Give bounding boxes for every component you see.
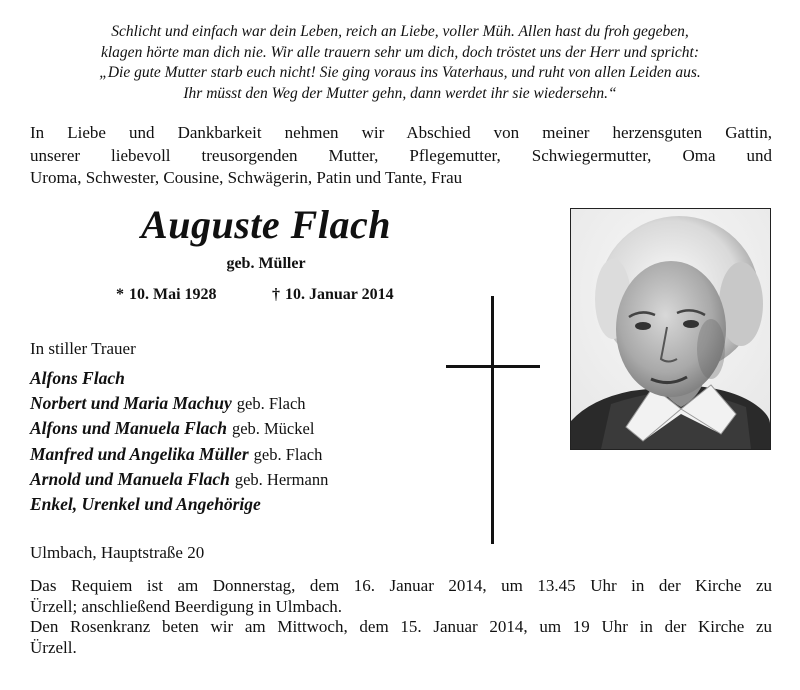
- family-address: Ulmbach, Hauptstraße 20: [30, 543, 205, 562]
- poem-line: Ihr müsst den Weg der Mutter gehn, dann werdet ihr sie wiedersehn.“: [183, 84, 617, 102]
- mourning-label: In stiller Trauer: [30, 339, 136, 358]
- mourner-born-as: geb. Flach: [236, 394, 306, 414]
- deceased-birth-name: geb. Müller: [226, 255, 306, 272]
- intro-line: In Liebe und Dankbarkeit nehmen wir Abschied von meiner herzensguten Gattin,: [30, 123, 772, 142]
- poem-verse: [20, 22, 780, 104]
- service-info: [30, 576, 772, 658]
- birth-date: 10. Mai 1928: [129, 286, 217, 303]
- poem-line: Schlicht und einfach war dein Leben, reich an Liebe, voller Müh. Allen hast du froh gegeben,: [111, 23, 689, 40]
- cross-icon: [446, 296, 540, 544]
- intro-line: Uroma, Schwester, Cousine, Schwägerin, Patin und Tante, Frau: [30, 168, 463, 187]
- mourner-born-as: geb. Flach: [253, 444, 323, 464]
- service-line: Ürzell; anschließend Beerdigung in Ulmbach.: [30, 596, 343, 616]
- mourner-name: Norbert und Maria Machuy: [30, 393, 232, 414]
- mourner-entry: [30, 391, 450, 416]
- mourner-born-as: geb. Hermann: [234, 469, 329, 489]
- portrait-photo: [570, 208, 771, 450]
- mourner-entry: [30, 366, 450, 391]
- intro-text: [30, 122, 772, 190]
- mourner-name: Alfons und Manuela Flach: [30, 418, 227, 439]
- portrait-image: [571, 209, 770, 449]
- mourner-born-as: geb. Mückel: [231, 419, 315, 439]
- mourner-entry: [30, 416, 450, 441]
- death-cross-icon: †: [272, 286, 280, 303]
- mourner-entry: [30, 467, 450, 492]
- service-line: Den Rosenkranz beten wir am Mittwoch, dem 15. Januar 2014, um 19 Uhr in der Kirche zu: [30, 617, 772, 636]
- death-date-group: [272, 285, 394, 305]
- birth-star-icon: *: [116, 286, 124, 303]
- deceased-name: Auguste Flach: [141, 202, 391, 247]
- death-date: 10. Januar 2014: [285, 286, 394, 303]
- mourner-name: Arnold und Manuela Flach: [30, 468, 230, 489]
- mourner-name: Enkel, Urenkel und Angehörige: [30, 494, 261, 515]
- mourner-entry: [30, 442, 450, 467]
- birth-date-group: [116, 285, 217, 305]
- mourners-list: [30, 366, 450, 517]
- service-line: Ürzell.: [30, 637, 77, 657]
- mourner-name: Manfred und Angelika Müller: [30, 443, 249, 464]
- poem-line: klagen hörte man dich nie. Wir alle trauern sehr um dich, doch tröstet uns der Herr und spricht:: [101, 43, 699, 61]
- intro-line: unserer liebevoll treusorgenden Mutter, Pflegemutter, Schwiegermutter, Oma und: [30, 145, 772, 165]
- mourner-name: Alfons Flach: [30, 368, 125, 388]
- mourner-entry: [30, 492, 450, 517]
- poem-line: „Die gute Mutter starb euch nicht! Sie ging voraus ins Vaterhaus, und ruht von allen Leiden aus.: [99, 64, 701, 81]
- service-line: Das Requiem ist am Donnerstag, dem 16. Januar 2014, um 13.45 Uhr in der Kirche zu: [30, 576, 772, 595]
